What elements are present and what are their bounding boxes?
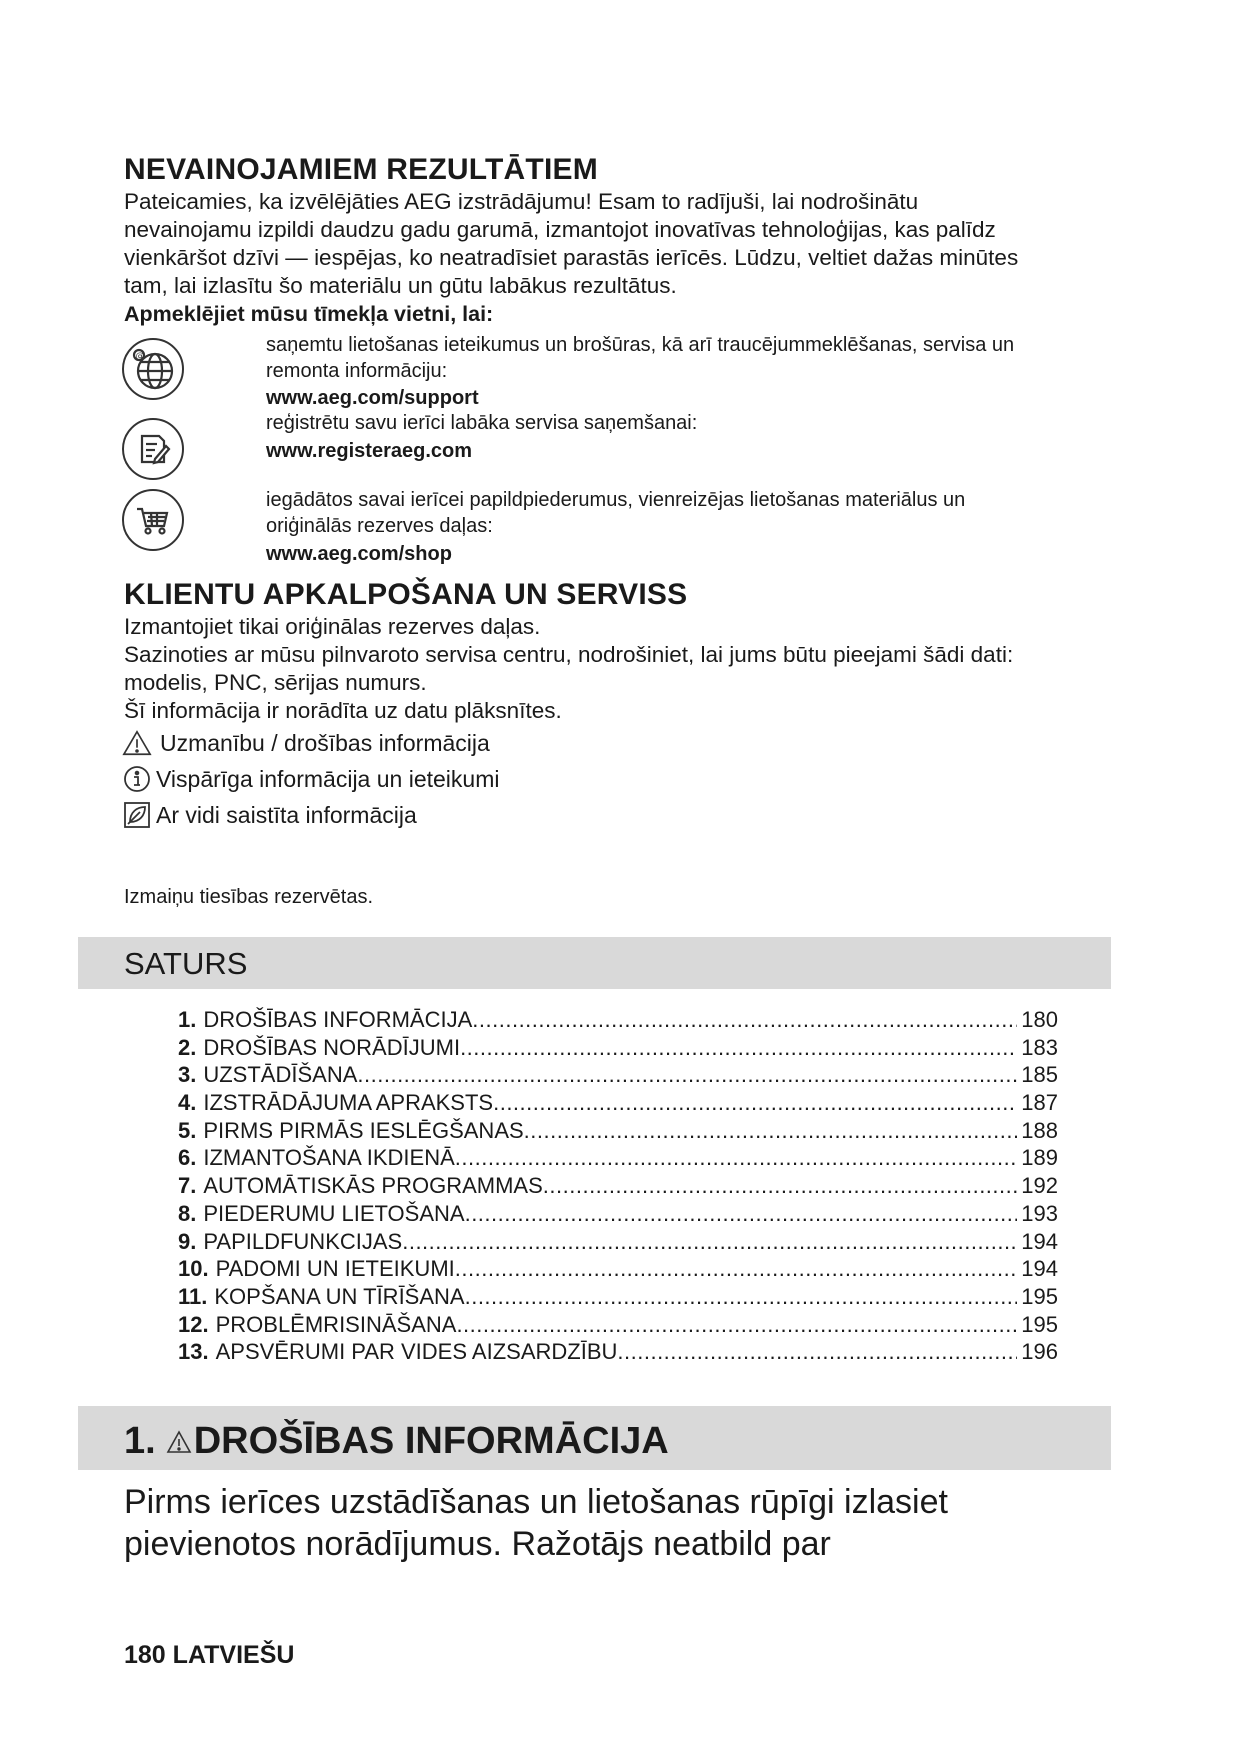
contents-title: SATURS bbox=[124, 946, 248, 981]
service-line: Izmantojiet tikai oriģinālas rezerves daļas. bbox=[124, 614, 541, 639]
toc-item[interactable] bbox=[178, 1090, 1058, 1118]
toc-page: 180 bbox=[1021, 1007, 1058, 1032]
toc-item[interactable] bbox=[178, 1256, 1058, 1284]
section1-title: DROŠĪBAS INFORMĀCIJA bbox=[193, 1420, 669, 1462]
link-text: oriģinālās rezerves daļas: bbox=[266, 515, 493, 537]
toc-leader bbox=[456, 1312, 1017, 1338]
contents-band bbox=[78, 937, 1111, 989]
toc-num: 6. bbox=[178, 1145, 197, 1171]
svg-text:@: @ bbox=[135, 351, 145, 362]
link-shop bbox=[266, 487, 1126, 567]
leaf-icon bbox=[122, 801, 152, 829]
link-text: saņemtu lietošanas ieteikumus un brošūras, kā arī traucējummeklēšanas, servisa un bbox=[266, 334, 1015, 356]
toc-title: PAPILDFUNKCIJAS bbox=[203, 1228, 403, 1254]
toc-item[interactable] bbox=[178, 1062, 1058, 1090]
toc-page: 192 bbox=[1021, 1173, 1058, 1199]
support-url[interactable]: www.aeg.com/support bbox=[266, 387, 479, 409]
toc-leader bbox=[460, 1035, 1017, 1061]
toc-leader bbox=[465, 1284, 1018, 1310]
legend-text: Vispārīga informācija un ieteikumi bbox=[156, 765, 500, 792]
toc-page: 188 bbox=[1021, 1117, 1058, 1143]
toc-num: 3. bbox=[178, 1062, 197, 1088]
service-text bbox=[124, 613, 1124, 725]
toc-item[interactable] bbox=[178, 1201, 1058, 1229]
toc-leader bbox=[493, 1090, 1017, 1116]
link-text: iegādātos savai ierīcei papildpiederumus, vienreizējas lietošanas materiālus un bbox=[266, 489, 966, 511]
toc-item[interactable] bbox=[178, 1229, 1058, 1257]
toc-num: 5. bbox=[178, 1117, 197, 1143]
footer-language: LATVIEŠU bbox=[172, 1641, 295, 1669]
toc-page: 193 bbox=[1021, 1200, 1058, 1226]
toc-item[interactable] bbox=[178, 1007, 1058, 1035]
link-text: remonta informāciju: bbox=[266, 360, 448, 382]
toc-title: DROŠĪBAS NORĀDĪJUMI bbox=[203, 1034, 461, 1060]
toc-num: 12. bbox=[178, 1311, 209, 1337]
register-icon bbox=[122, 418, 184, 480]
toc-title: UZSTĀDĪŠANA bbox=[203, 1062, 358, 1088]
section1-number: 1. bbox=[124, 1420, 156, 1462]
register-url[interactable]: www.registeraeg.com bbox=[266, 440, 472, 462]
toc-leader bbox=[455, 1145, 1018, 1171]
toc-page: 195 bbox=[1021, 1311, 1058, 1337]
toc-page: 196 bbox=[1021, 1339, 1058, 1365]
warning-icon bbox=[122, 729, 152, 757]
toc-item[interactable] bbox=[178, 1284, 1058, 1312]
toc-page: 185 bbox=[1021, 1062, 1058, 1088]
toc-num: 8. bbox=[178, 1200, 197, 1226]
service-line: Sazinoties ar mūsu pilnvaroto servisa centru, nodrošiniet, lai jums būtu pieejami šādi dati: bbox=[124, 642, 1014, 667]
section1-band bbox=[78, 1406, 1111, 1470]
toc-leader bbox=[524, 1118, 1018, 1144]
legend-environment bbox=[122, 797, 499, 833]
toc-page: 194 bbox=[1021, 1256, 1058, 1282]
page-number: 180 bbox=[124, 1641, 166, 1669]
visit-label: Apmeklējiet mūsu tīmekļa vietni, lai: bbox=[124, 302, 494, 326]
toc-item[interactable] bbox=[178, 1145, 1058, 1173]
section1-line: pievienotos norādījumus. Ražotājs neatbild par bbox=[124, 1525, 831, 1563]
toc-num: 11. bbox=[178, 1283, 208, 1309]
toc-page: 187 bbox=[1021, 1090, 1058, 1116]
page-footer bbox=[124, 1641, 294, 1670]
rights-note: Izmaiņu tiesības rezervētas. bbox=[124, 886, 373, 908]
table-of-contents bbox=[178, 1007, 1058, 1367]
toc-item[interactable] bbox=[178, 1312, 1058, 1340]
intro-line: nevainojamu izpildi daudzu gadu garumā, izmantojot inovatīvas tehnoloģijas, kas palīdz bbox=[124, 217, 996, 242]
shop-url[interactable]: www.aeg.com/shop bbox=[266, 543, 452, 565]
globe-icon bbox=[122, 338, 184, 400]
info-icon bbox=[122, 765, 152, 793]
legend-warning bbox=[122, 725, 499, 761]
cart-icon bbox=[122, 489, 184, 551]
service-title: KLIENTU APKALPOŠANA UN SERVISS bbox=[124, 578, 688, 611]
toc-num: 7. bbox=[178, 1173, 197, 1199]
toc-leader bbox=[472, 1007, 1017, 1033]
warning-icon bbox=[166, 1430, 192, 1454]
toc-item[interactable] bbox=[178, 1035, 1058, 1063]
toc-title: PROBLĒMRISINĀŠANA bbox=[215, 1311, 457, 1337]
legend bbox=[122, 725, 499, 833]
link-register bbox=[266, 410, 1126, 464]
toc-page: 183 bbox=[1021, 1034, 1058, 1060]
intro-title: NEVAINOJAMIEM REZULTĀTIEM bbox=[124, 153, 598, 186]
intro-text bbox=[124, 188, 1124, 300]
toc-title: IZSTRĀDĀJUMA APRAKSTS bbox=[203, 1090, 494, 1116]
toc-num: 10. bbox=[178, 1256, 209, 1282]
toc-page: 189 bbox=[1021, 1145, 1058, 1171]
toc-leader bbox=[455, 1256, 1018, 1282]
toc-leader bbox=[543, 1173, 1018, 1199]
service-line: modelis, PNC, sērijas numurs. bbox=[124, 670, 427, 695]
toc-leader bbox=[402, 1229, 1017, 1255]
link-support bbox=[266, 332, 1126, 411]
toc-item[interactable] bbox=[178, 1118, 1058, 1146]
toc-leader bbox=[617, 1339, 1017, 1365]
toc-leader bbox=[465, 1201, 1018, 1227]
toc-num: 2. bbox=[178, 1034, 197, 1060]
intro-line: vienkāršot dzīvi — iespējas, ko neatradīsiet parastās ierīcēs. Lūdzu, veltiet dažas minūtes bbox=[124, 245, 1019, 270]
toc-num: 9. bbox=[178, 1228, 197, 1254]
toc-title: KOPŠANA UN TĪRĪŠANA bbox=[214, 1283, 465, 1309]
toc-item[interactable] bbox=[178, 1173, 1058, 1201]
toc-page: 194 bbox=[1021, 1228, 1058, 1254]
toc-num: 1. bbox=[178, 1007, 197, 1032]
toc-num: 4. bbox=[178, 1090, 197, 1116]
toc-title: PADOMI UN IETEIKUMI bbox=[215, 1256, 455, 1282]
section1-text bbox=[124, 1481, 1124, 1565]
toc-title: PIEDERUMU LIETOŠANA bbox=[203, 1200, 465, 1226]
legend-text: Ar vidi saistīta informācija bbox=[156, 801, 417, 828]
toc-title: AUTOMĀTISKĀS PROGRAMMAS bbox=[203, 1173, 543, 1199]
intro-line: Pateicamies, ka izvēlējāties AEG izstrādājumu! Esam to radījuši, lai nodrošinātu bbox=[124, 189, 919, 214]
toc-title: APSVĒRUMI PAR VIDES AIZSARDZĪBU bbox=[215, 1339, 618, 1365]
toc-item[interactable] bbox=[178, 1339, 1058, 1367]
legend-info bbox=[122, 761, 499, 797]
link-text: reģistrētu savu ierīci labāka servisa saņemšanai: bbox=[266, 412, 698, 434]
legend-text: Uzmanību / drošības informācija bbox=[160, 729, 490, 756]
section1-heading bbox=[124, 1420, 669, 1463]
service-line: Šī informācija ir norādīta uz datu plāksnītes. bbox=[124, 698, 562, 723]
intro-line: tam, lai izlasītu šo materiālu un gūtu labākus rezultātus. bbox=[124, 273, 677, 298]
toc-title: PIRMS PIRMĀS IESLĒGŠANAS bbox=[203, 1117, 524, 1143]
toc-title: DROŠĪBAS INFORMĀCIJA bbox=[203, 1007, 473, 1032]
toc-page: 195 bbox=[1021, 1283, 1058, 1309]
section1-line: Pirms ierīces uzstādīšanas un lietošanas rūpīgi izlasiet bbox=[124, 1483, 948, 1521]
toc-title: IZMANTOŠANA IKDIENĀ bbox=[203, 1145, 455, 1171]
toc-num: 13. bbox=[178, 1339, 209, 1365]
toc-leader bbox=[357, 1062, 1017, 1088]
